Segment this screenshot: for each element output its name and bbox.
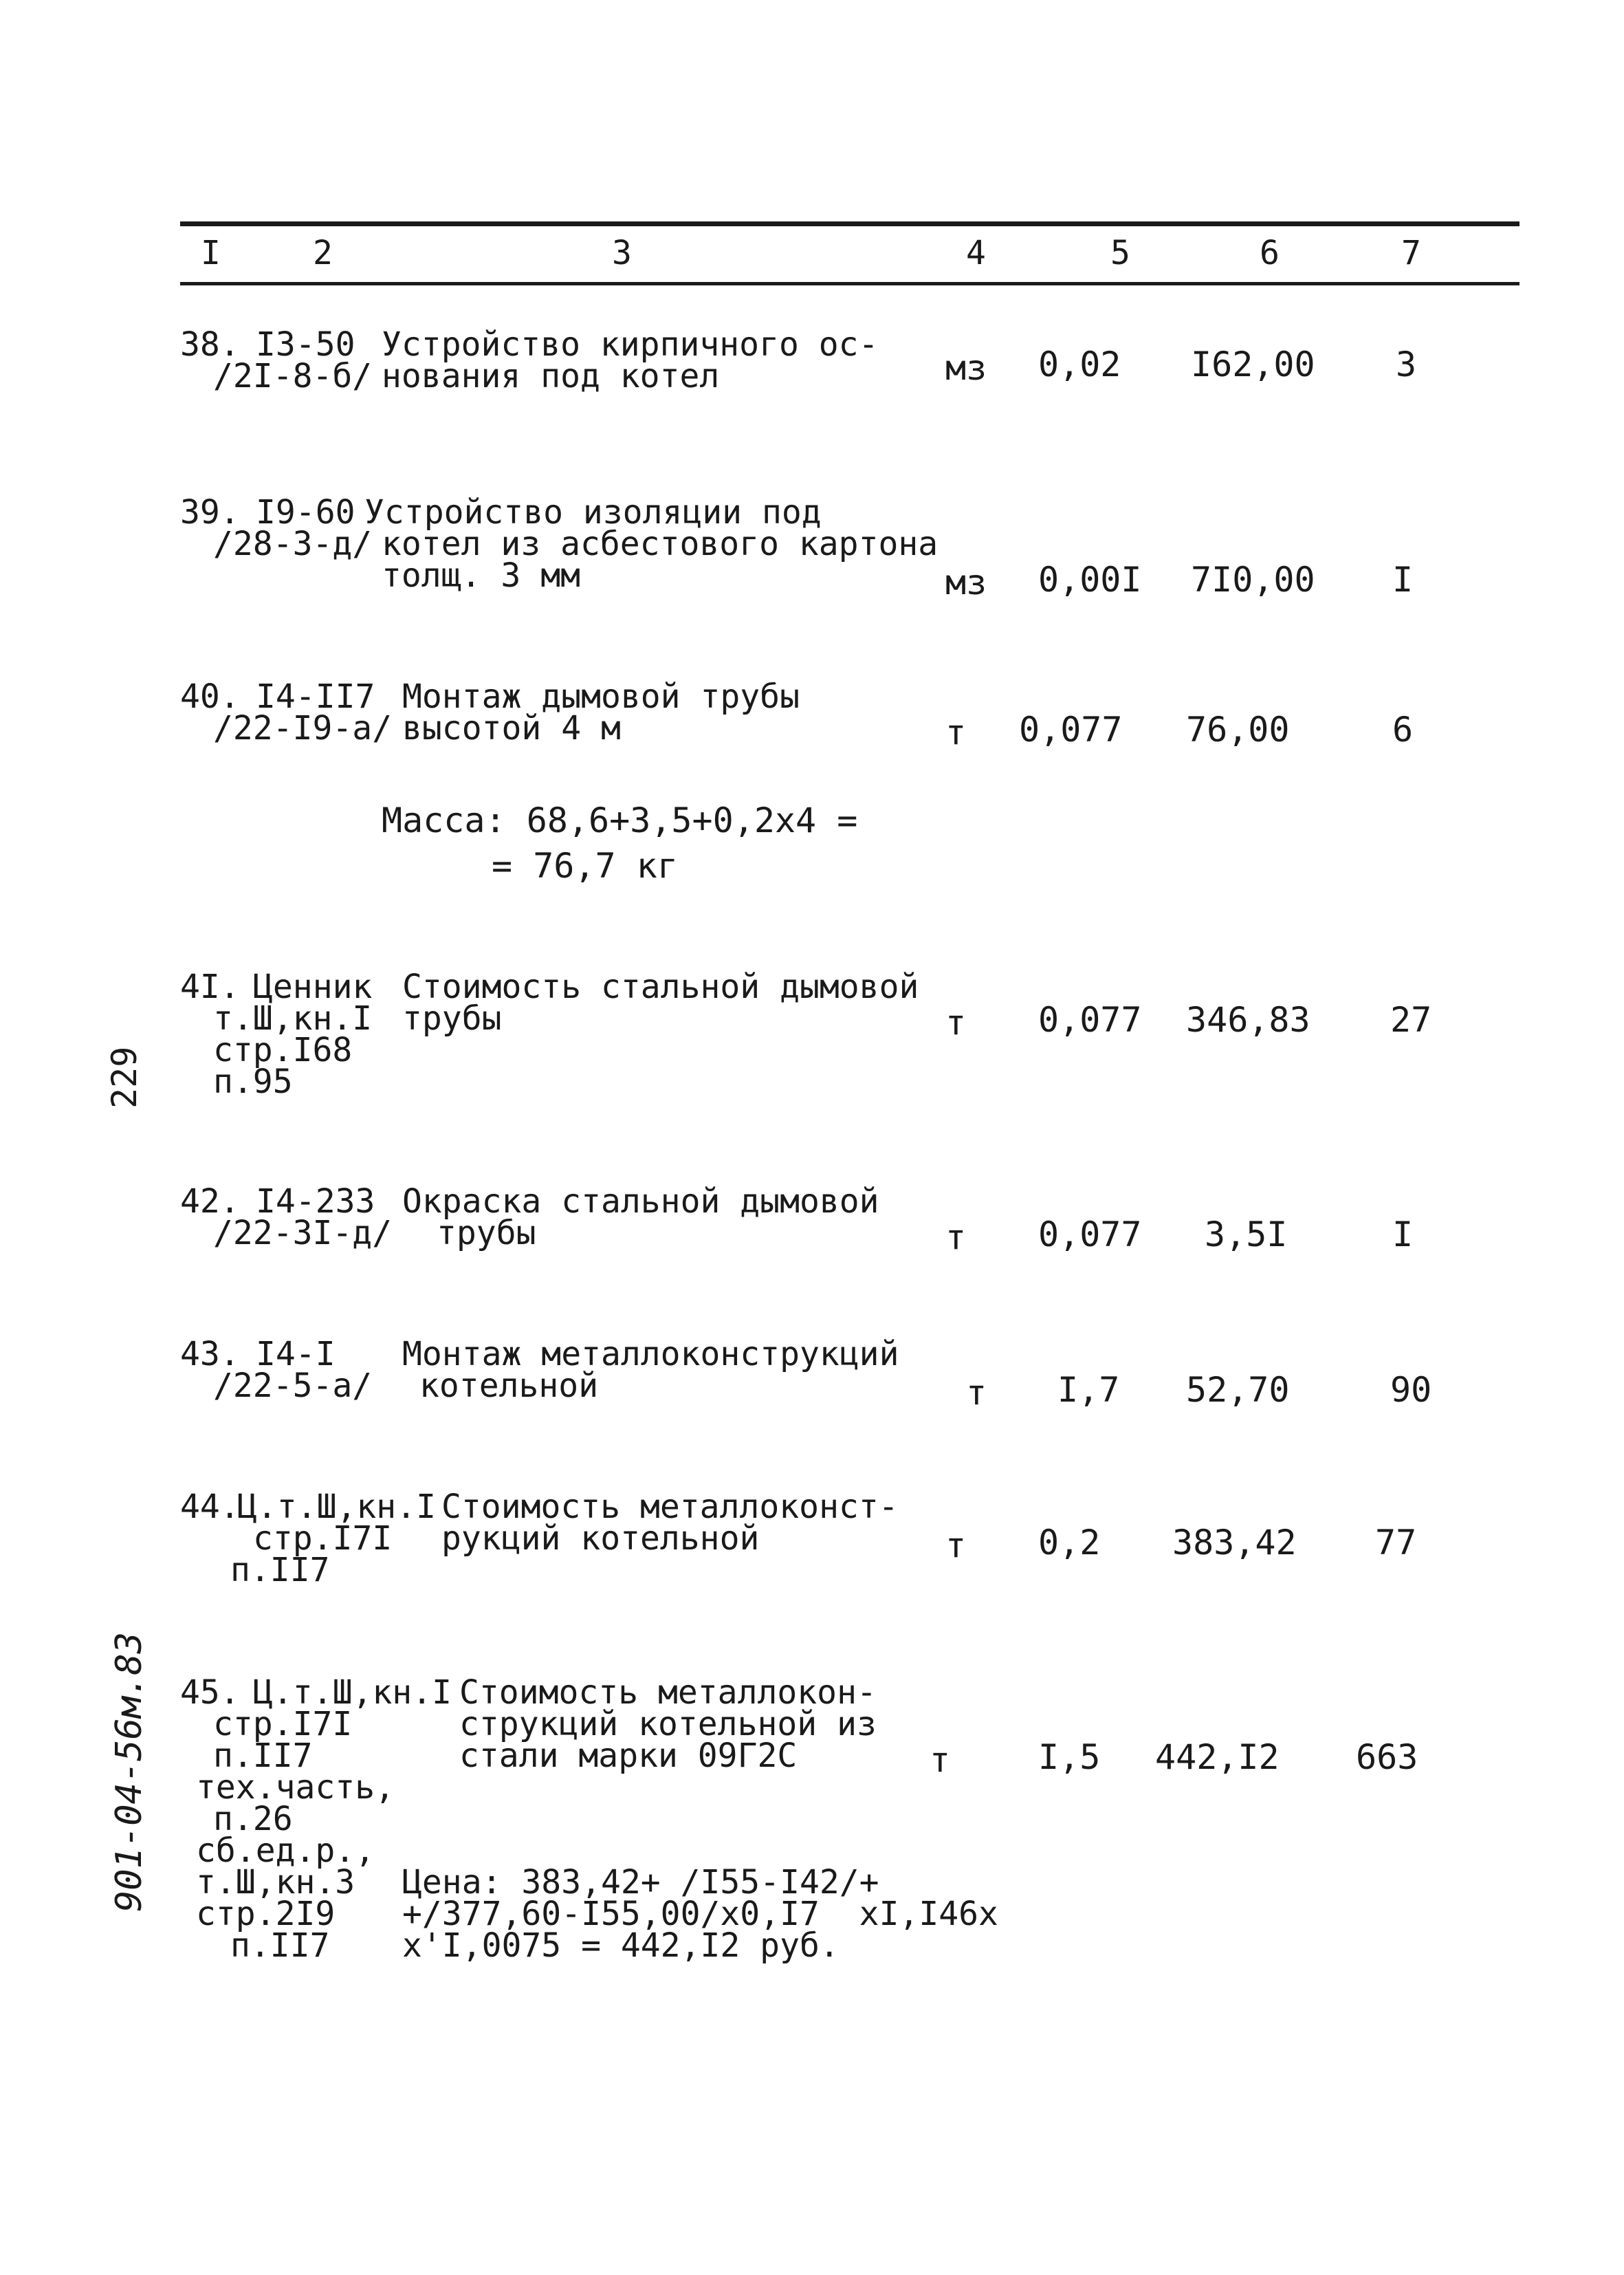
row-code-line: /22-5-а/ [213,1367,373,1405]
row-code-line: I4-233 [256,1182,375,1221]
row-unit: т [945,1217,967,1257]
row-unit: т [945,712,967,752]
row-unit: мз [945,563,987,602]
row-description-line: Устройство изоляции под [364,493,822,532]
row-number: 38. [180,325,240,364]
row-description-line: Окраска стальной дымовой [402,1182,879,1221]
row-quantity: I,5 [1038,1737,1101,1777]
mass-note-line: Масса: 68,6+3,5+0,2х4 = [382,801,858,840]
row-description-line: струкций котельной из [459,1705,877,1743]
row-total: I [1392,560,1414,600]
column-header-3: 3 [612,234,632,272]
row-description-line: Монтаж металлоконструкций [402,1335,899,1373]
row-code-line: стр.2I9 [196,1895,336,1933]
row-description-line: Монтаж дымовой трубы [402,677,800,716]
row-code-line: п.II7 [213,1737,313,1775]
row-total: 27 [1390,1000,1432,1040]
row-number: 43. [180,1335,240,1373]
row-unit-price: I62,00 [1191,345,1315,384]
row-unit-price: 52,70 [1186,1370,1290,1410]
row-code-line: I3-50 [256,325,355,364]
column-header-7: 7 [1401,234,1421,272]
row-unit-price: 346,83 [1186,1000,1310,1040]
row-description-line: стали марки 09Г2С [459,1737,798,1775]
row-unit-price: 3,5I [1205,1215,1288,1254]
row-total: 663 [1356,1737,1418,1777]
row-unit-price: 442,I2 [1155,1737,1280,1777]
row-number: 44. [180,1488,240,1526]
row-code-line: п.26 [213,1800,293,1838]
row-code-line: т.Ш,кн.I [213,999,373,1038]
row-code-line: стр.I68 [213,1031,353,1069]
row-total: 77 [1375,1523,1417,1563]
row-code-line: /2I-8-б/ [213,357,373,395]
row-unit-price: 383,42 [1172,1523,1297,1563]
row-code-line: п.II7 [230,1926,330,1965]
row-code-line: I4-II7 [256,677,375,716]
row-description-line: трубы [437,1214,536,1252]
row-quantity: 0,077 [1038,1000,1142,1040]
document-code: 901-04-56м.83 [109,1632,150,1912]
row-unit: т [966,1373,987,1413]
row-code-line: I4-I [256,1335,336,1373]
row-unit-price: 7I0,00 [1191,560,1315,600]
column-header-2: 2 [313,234,333,272]
row-code-line: /28-3-д/ [213,525,373,563]
row-unit: т [945,1525,967,1565]
row-number: 45. [180,1673,240,1712]
row-code-line: /22-I9-а/ [213,709,393,748]
row-description-line: котел из асбестового картона [382,525,939,563]
row-description-line: трубы [402,999,502,1038]
row-total: 90 [1390,1370,1432,1410]
row-quantity: 0,00I [1038,560,1142,600]
price-note-line: х'I,0075 = 442,I2 руб. [402,1926,840,1965]
row-description-line: толщ. 3 мм [382,556,580,595]
row-code-line: Ц.т.Ш,кн.I [237,1488,436,1526]
column-header-1: I [201,234,221,272]
price-note-line: Цена: 383,42+ /I55-I42/+ [402,1863,879,1902]
row-number: 40. [180,677,240,716]
row-code-line: п.II7 [230,1551,330,1589]
row-code-line: стр.I7I [213,1705,353,1743]
row-code-line: сб.ед.р., [196,1831,375,1870]
row-total: 3 [1396,345,1417,384]
row-quantity: 0,077 [1038,1215,1142,1254]
row-code-line: стр.I7I [253,1519,393,1558]
row-total: 6 [1392,710,1414,750]
column-header-6: 6 [1260,234,1280,272]
row-code-line: тех.часть, [196,1768,395,1807]
page-number: 229 [105,1046,144,1109]
row-number: 39. [180,493,240,532]
row-unit: т [930,1740,951,1780]
row-description-line: Стоимость металлоконст- [441,1488,899,1526]
row-quantity: 0,2 [1038,1523,1101,1563]
row-quantity: 0,077 [1019,710,1123,750]
row-description-line: нования под котел [382,357,720,395]
column-header-5: 5 [1110,234,1130,272]
row-code-line: Ценник [253,968,373,1006]
row-quantity: 0,02 [1038,345,1121,384]
row-description-line: Устройство кирпичного ос- [382,325,879,364]
row-code-line: I9-60 [256,493,355,532]
row-description-line: котельной [419,1367,599,1405]
row-description-line: рукций котельной [441,1519,760,1558]
row-code-line: п.95 [213,1063,293,1101]
row-quantity: I,7 [1057,1370,1120,1410]
row-number: 4I. [180,968,240,1006]
row-unit: мз [945,348,987,388]
table-header-rule [180,282,1519,285]
price-note-line: +/377,60-I55,00/х0,I7 хI,I46х [402,1895,998,1933]
row-unit: т [945,1003,967,1043]
table-top-rule [180,221,1519,226]
column-header-4: 4 [966,234,986,272]
row-code-line: /22-3I-д/ [213,1214,393,1252]
row-unit-price: 76,00 [1186,710,1290,750]
row-total: I [1392,1215,1414,1254]
mass-note-line: = 76,7 кг [492,846,678,886]
row-number: 42. [180,1182,240,1221]
row-code-line: т.Ш,кн.3 [196,1863,355,1902]
row-code-line: Ц.т.Ш,кн.I [253,1673,452,1712]
row-description-line: высотой 4 м [402,709,621,748]
row-description-line: Стоимость металлокон- [459,1673,877,1712]
row-description-line: Стоимость стальной дымовой [402,968,919,1006]
